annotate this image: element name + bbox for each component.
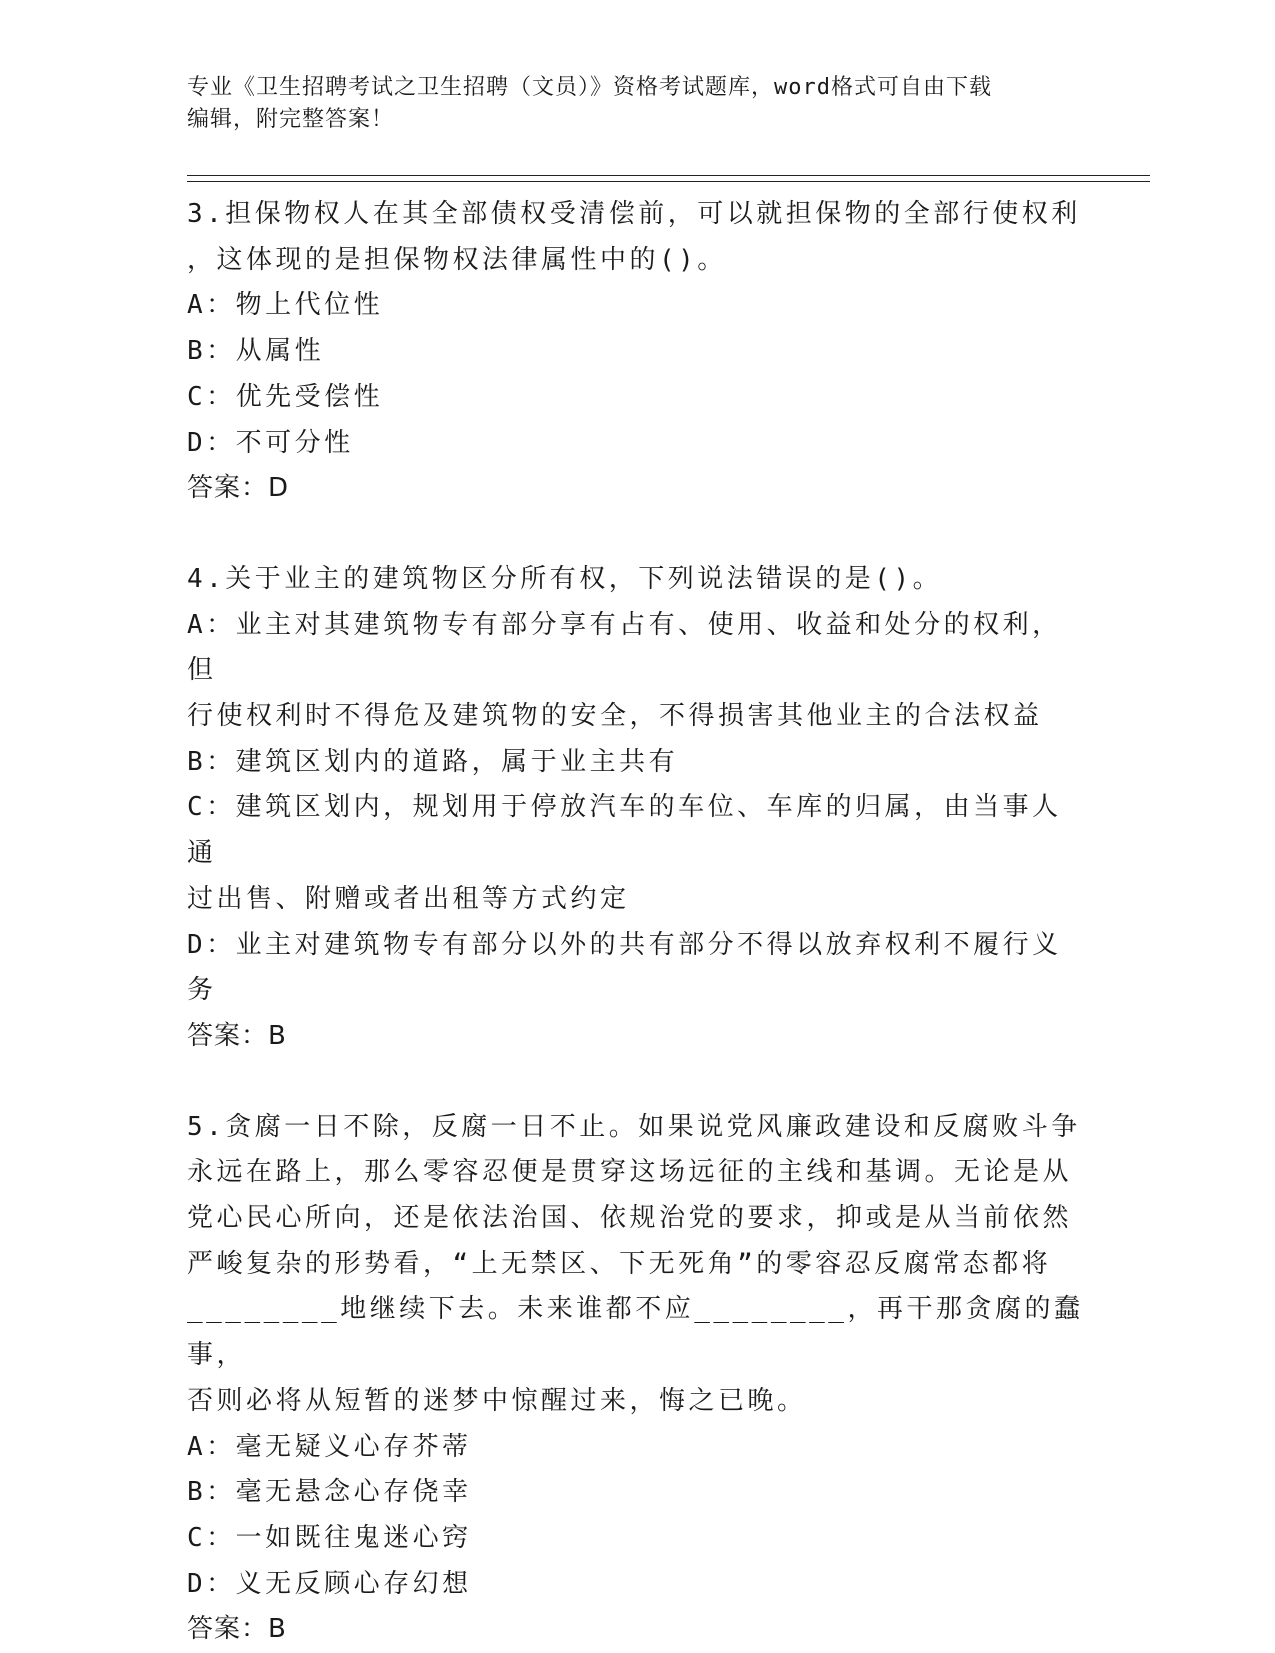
option-c: C：一如既往鬼迷心窍 [187,1522,472,1553]
answer-label: 答案：B [187,1020,287,1051]
question-stem-line: ，这体现的是担保物权法律属性中的()。 [187,244,727,275]
option-a-continued: 行使权利时不得危及建筑物的安全，不得损害其他业主的合法权益 [187,701,1043,732]
option-a: A：业主对其建筑物专有部分享有占有、使用、收益和处分的权利，但 [187,609,1062,686]
option-a: A：毫无疑义心存芥蒂 [187,1431,472,1462]
question-stem-line: 否则必将从短暂的迷梦中惊醒过来，悔之已晚。 [187,1385,807,1416]
answer-label: 答案：B [187,1614,287,1645]
option-b: B：建筑区划内的道路，属于业主共有 [187,746,679,777]
question-stem-line: 严峻复杂的形势看，“上无禁区、下无死角”的零容忍反腐常态都将 [187,1248,1052,1279]
option-c-continued: 过出售、附赠或者出租等方式约定 [187,883,630,914]
header-line-1: 专业《卫生招聘考试之卫生招聘（文员）》资格考试题库，word格式可自由下载 [187,75,992,100]
option-b: B：毫无悬念心存侥幸 [187,1477,472,1508]
question-stem-line: ________地继续下去。未来谁都不应________，再干那贪腐的蠢事， [187,1294,1084,1371]
question-stem-line: 3.担保物权人在其全部债权受清偿前，可以就担保物的全部行使权利 [187,199,1081,229]
option-c: C：建筑区划内，规划用于停放汽车的车位、车库的归属，由当事人通 [187,792,1062,869]
header-divider-bottom [187,181,1150,182]
document-header [187,72,1087,136]
question-4 [187,557,1087,1060]
question-stem-line: 4.关于业主的建筑物区分所有权，下列说法错误的是()。 [187,563,943,594]
option-d: D：业主对建筑物专有部分以外的共有部分不得以放弃权利不履行义务 [187,929,1062,1006]
answer-label: 答案：D [187,473,290,504]
question-stem-line: 5.贪腐一日不除，反腐一日不止。如果说党风廉政建设和反腐败斗争 [187,1111,1081,1142]
header-divider-top [187,175,1150,176]
option-b: B：从属性 [187,336,325,367]
question-5 [187,1105,1087,1653]
question-3 [187,192,1087,512]
option-c: C：优先受偿性 [187,381,384,412]
option-a: A：物上代位性 [187,290,384,321]
header-line-2: 编辑，附完整答案！ [187,107,395,132]
question-list [187,192,1087,1653]
question-stem-line: 永远在路上，那么零容忍便是贯穿这场远征的主线和基调。无论是从 [187,1157,1073,1188]
option-d: D：不可分性 [187,427,354,458]
option-d: D：义无反顾心存幻想 [187,1568,472,1599]
question-stem-line: 党心民心所向，还是依法治国、依规治党的要求，抑或是从当前依然 [187,1203,1073,1234]
